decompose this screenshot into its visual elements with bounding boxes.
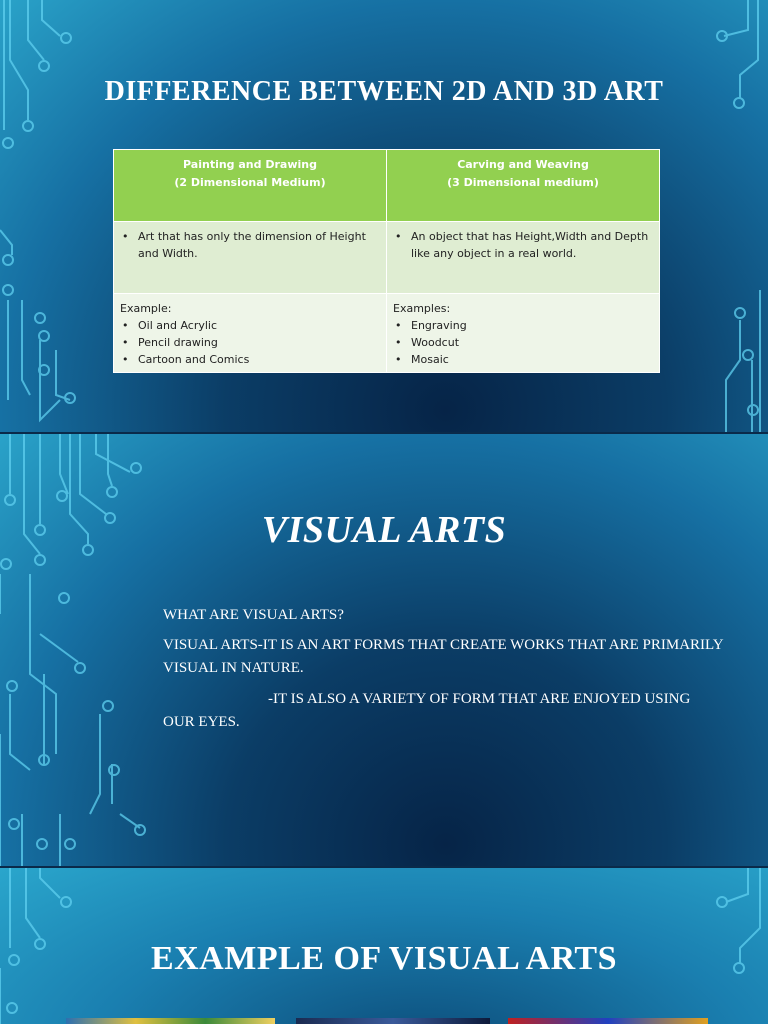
header-2d-title: Painting and Drawing [183, 158, 317, 171]
header-3d-title: Carving and Weaving [457, 158, 589, 171]
slide-visual-arts [0, 434, 768, 866]
slide-examples-visual-arts [0, 868, 768, 1024]
definition-2d-cell [114, 222, 387, 294]
example-image-thumbnail [66, 1018, 275, 1024]
list-item: • Engraving [393, 317, 653, 334]
definition-paragraph: VISUAL ARTS-IT IS AN ART FORMS THAT CREATE WORKS THAT ARE PRIMARILY VISUAL IN NATURE. [163, 637, 723, 676]
definition-3d: • An object that has Height,Width and Depth like any object in a real world. [393, 228, 653, 262]
slide-title: DIFFERENCE BETWEEN 2D AND 3D ART [104, 76, 664, 107]
description-text: -IT IS ALSO A VARIETY OF FORM THAT ARE ENJOYED USING OUR EYES. [163, 691, 691, 730]
list-item: • Woodcut [393, 334, 653, 351]
header-3d-subtitle: (3 Dimensional medium) [447, 176, 599, 189]
example-image-thumbnail [508, 1018, 708, 1024]
examples-2d-label: Example: [120, 302, 172, 315]
description-paragraph [163, 688, 723, 734]
list-item: • Oil and Acrylic [120, 317, 380, 334]
examples-2d-cell [114, 294, 387, 373]
definition-3d-cell [387, 222, 660, 294]
slide-title: VISUAL ARTS [261, 509, 507, 551]
list-item: • Pencil drawing [120, 334, 380, 351]
list-item: • Mosaic [393, 351, 653, 368]
examples-3d-label: Examples: [393, 302, 451, 315]
question-text: WHAT ARE VISUAL ARTS? [163, 607, 344, 623]
slide-difference-2d-3d [0, 0, 768, 432]
table-header-2d [114, 150, 387, 222]
table-header-3d [387, 150, 660, 222]
definition-2d: • Art that has only the dimension of Height and Width. [120, 228, 380, 262]
example-image-thumbnail [296, 1018, 490, 1024]
list-item: • Cartoon and Comics [120, 351, 380, 368]
slide-title: EXAMPLE OF VISUAL ARTS [150, 940, 618, 977]
comparison-table [113, 149, 660, 373]
examples-3d-cell [387, 294, 660, 373]
header-2d-subtitle: (2 Dimensional Medium) [174, 176, 326, 189]
